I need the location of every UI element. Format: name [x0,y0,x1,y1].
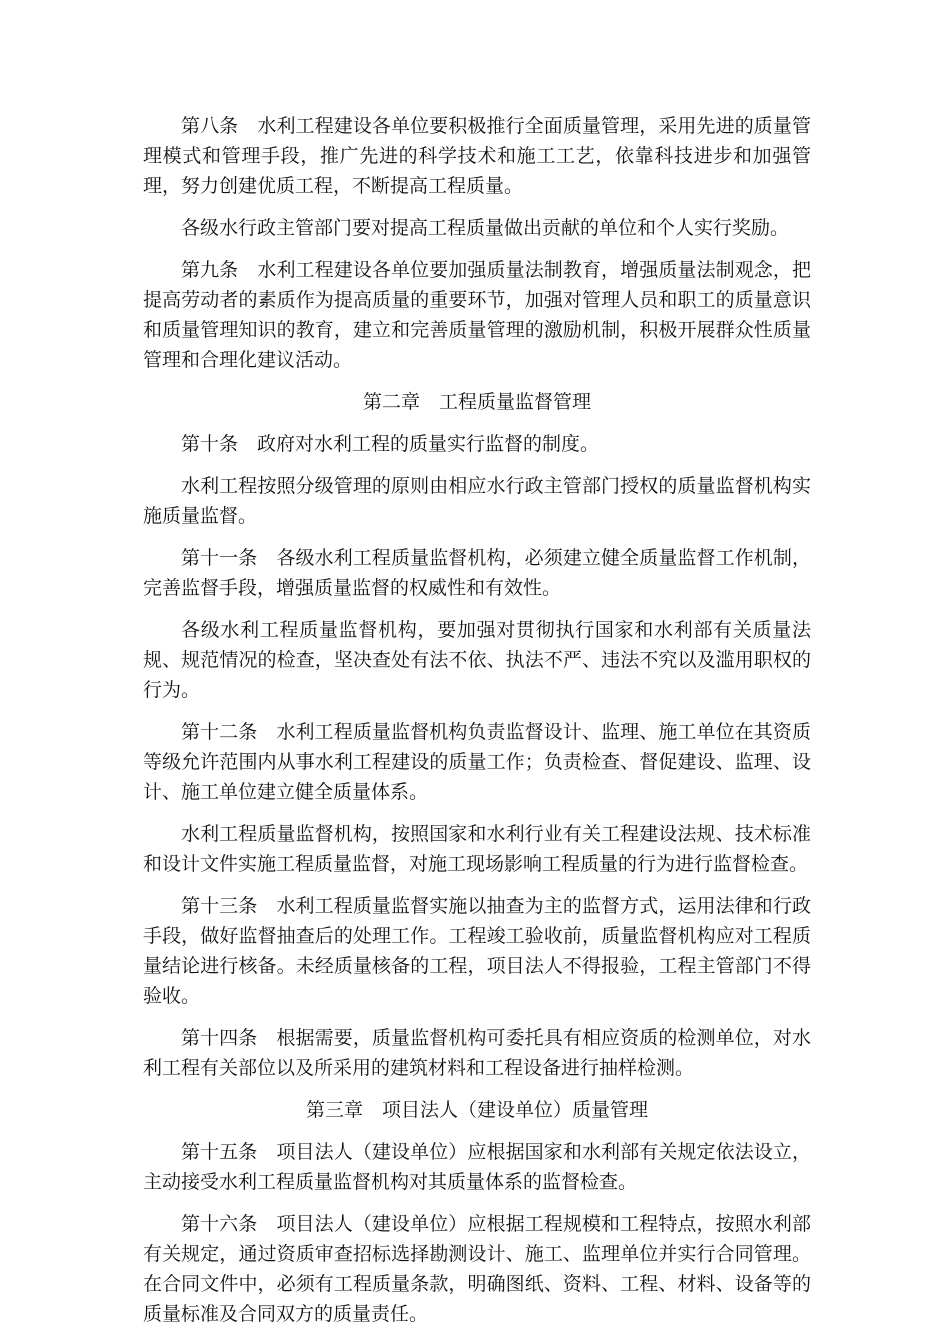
graded-management-paragraph [143,471,811,531]
article-10-text: 第十条 政府对水利工程的质量实行监督的制度。 [181,433,600,455]
article-10-paragraph [143,429,811,459]
article-16-text: 第十六条 项目法人（建设单位）应根据工程规模和工程特点，按照水利部有关规定，通过资质审查招标选择勘测设计、施工、监理单位并实行合同管理。在合同文件中，必须有工程质量条款，明确图纸、资料、工程、材料、设备等的质量标准及合同双方的质量责任。 [143,1213,811,1325]
article-12-paragraph [143,717,811,807]
supervision-basis-text: 水利工程质量监督机构，按照国家和水利行业有关工程建设法规、技术标准和设计文件实施工程质量监督，对施工现场影响工程质量的行为进行监督检查。 [143,823,811,875]
article-14-paragraph [143,1023,811,1083]
reward-text: 各级水行政主管部门要对提高工程质量做出贡献的单位和个人实行奖励。 [181,217,790,239]
chapter-3-heading [143,1095,811,1125]
chapter-2-title: 第二章 工程质量监督管理 [362,391,591,413]
chapter-2-heading [143,387,811,417]
article-15-text: 第十五条 项目法人（建设单位）应根据国家和水利部有关规定依法设立，主动接受水利工程质量监督机构对其质量体系的监督检查。 [143,1141,811,1193]
chapter-3-title: 第三章 项目法人（建设单位）质量管理 [305,1099,648,1121]
reward-paragraph [143,213,811,243]
article-11-text: 第十一条 各级水利工程质量监督机构，必须建立健全质量监督工作机制，完善监督手段，增强质量监督的权威性和有效性。 [143,547,811,599]
article-9-text: 第九条 水利工程建设各单位要加强质量法制教育，增强质量法制观念，把提高劳动者的素质作为提高质量的重要环节，加强对管理人员和职工的质量意识和质量管理知识的教育，建立和完善质量管理的激励机制，积极开展群众性质量管理和合理化建议活动。 [143,259,811,371]
supervision-basis-paragraph [143,819,811,879]
document-body [143,111,811,1341]
article-13-text: 第十三条 水利工程质量监督实施以抽查为主的监督方式，运用法律和行政手段，做好监督抽查后的处理工作。工程竣工验收前，质量监督机构应对工程质量结论进行核备。未经质量核备的工程，项目法人不得报验，工程主管部门不得验收。 [143,895,811,1007]
article-8-text: 第八条 水利工程建设各单位要积极推行全面质量管理，采用先进的质量管理模式和管理手段，推广先进的科学技术和施工工艺，依靠科技进步和加强管理，努力创建优质工程，不断提高工程质量。 [143,115,811,197]
article-9-paragraph [143,255,811,375]
article-16-paragraph [143,1209,811,1329]
graded-management-text: 水利工程按照分级管理的原则由相应水行政主管部门授权的质量监督机构实施质量监督。 [143,475,811,527]
article-14-text: 第十四条 根据需要，质量监督机构可委托具有相应资质的检测单位，对水利工程有关部位以及所采用的建筑材料和工程设备进行抽样检测。 [143,1027,811,1079]
inspection-text: 各级水利工程质量监督机构，要加强对贯彻执行国家和水利部有关质量法规、规范情况的检查，坚决查处有法不依、执法不严、违法不究以及滥用职权的行为。 [143,619,811,701]
article-15-paragraph [143,1137,811,1197]
article-12-text: 第十二条 水利工程质量监督机构负责监督设计、监理、施工单位在其资质等级允许范围内从事水利工程建设的质量工作；负责检查、督促建设、监理、设计、施工单位建立健全质量体系。 [143,721,811,803]
article-11-paragraph [143,543,811,603]
inspection-paragraph [143,615,811,705]
article-13-paragraph [143,891,811,1011]
article-8-paragraph [143,111,811,201]
